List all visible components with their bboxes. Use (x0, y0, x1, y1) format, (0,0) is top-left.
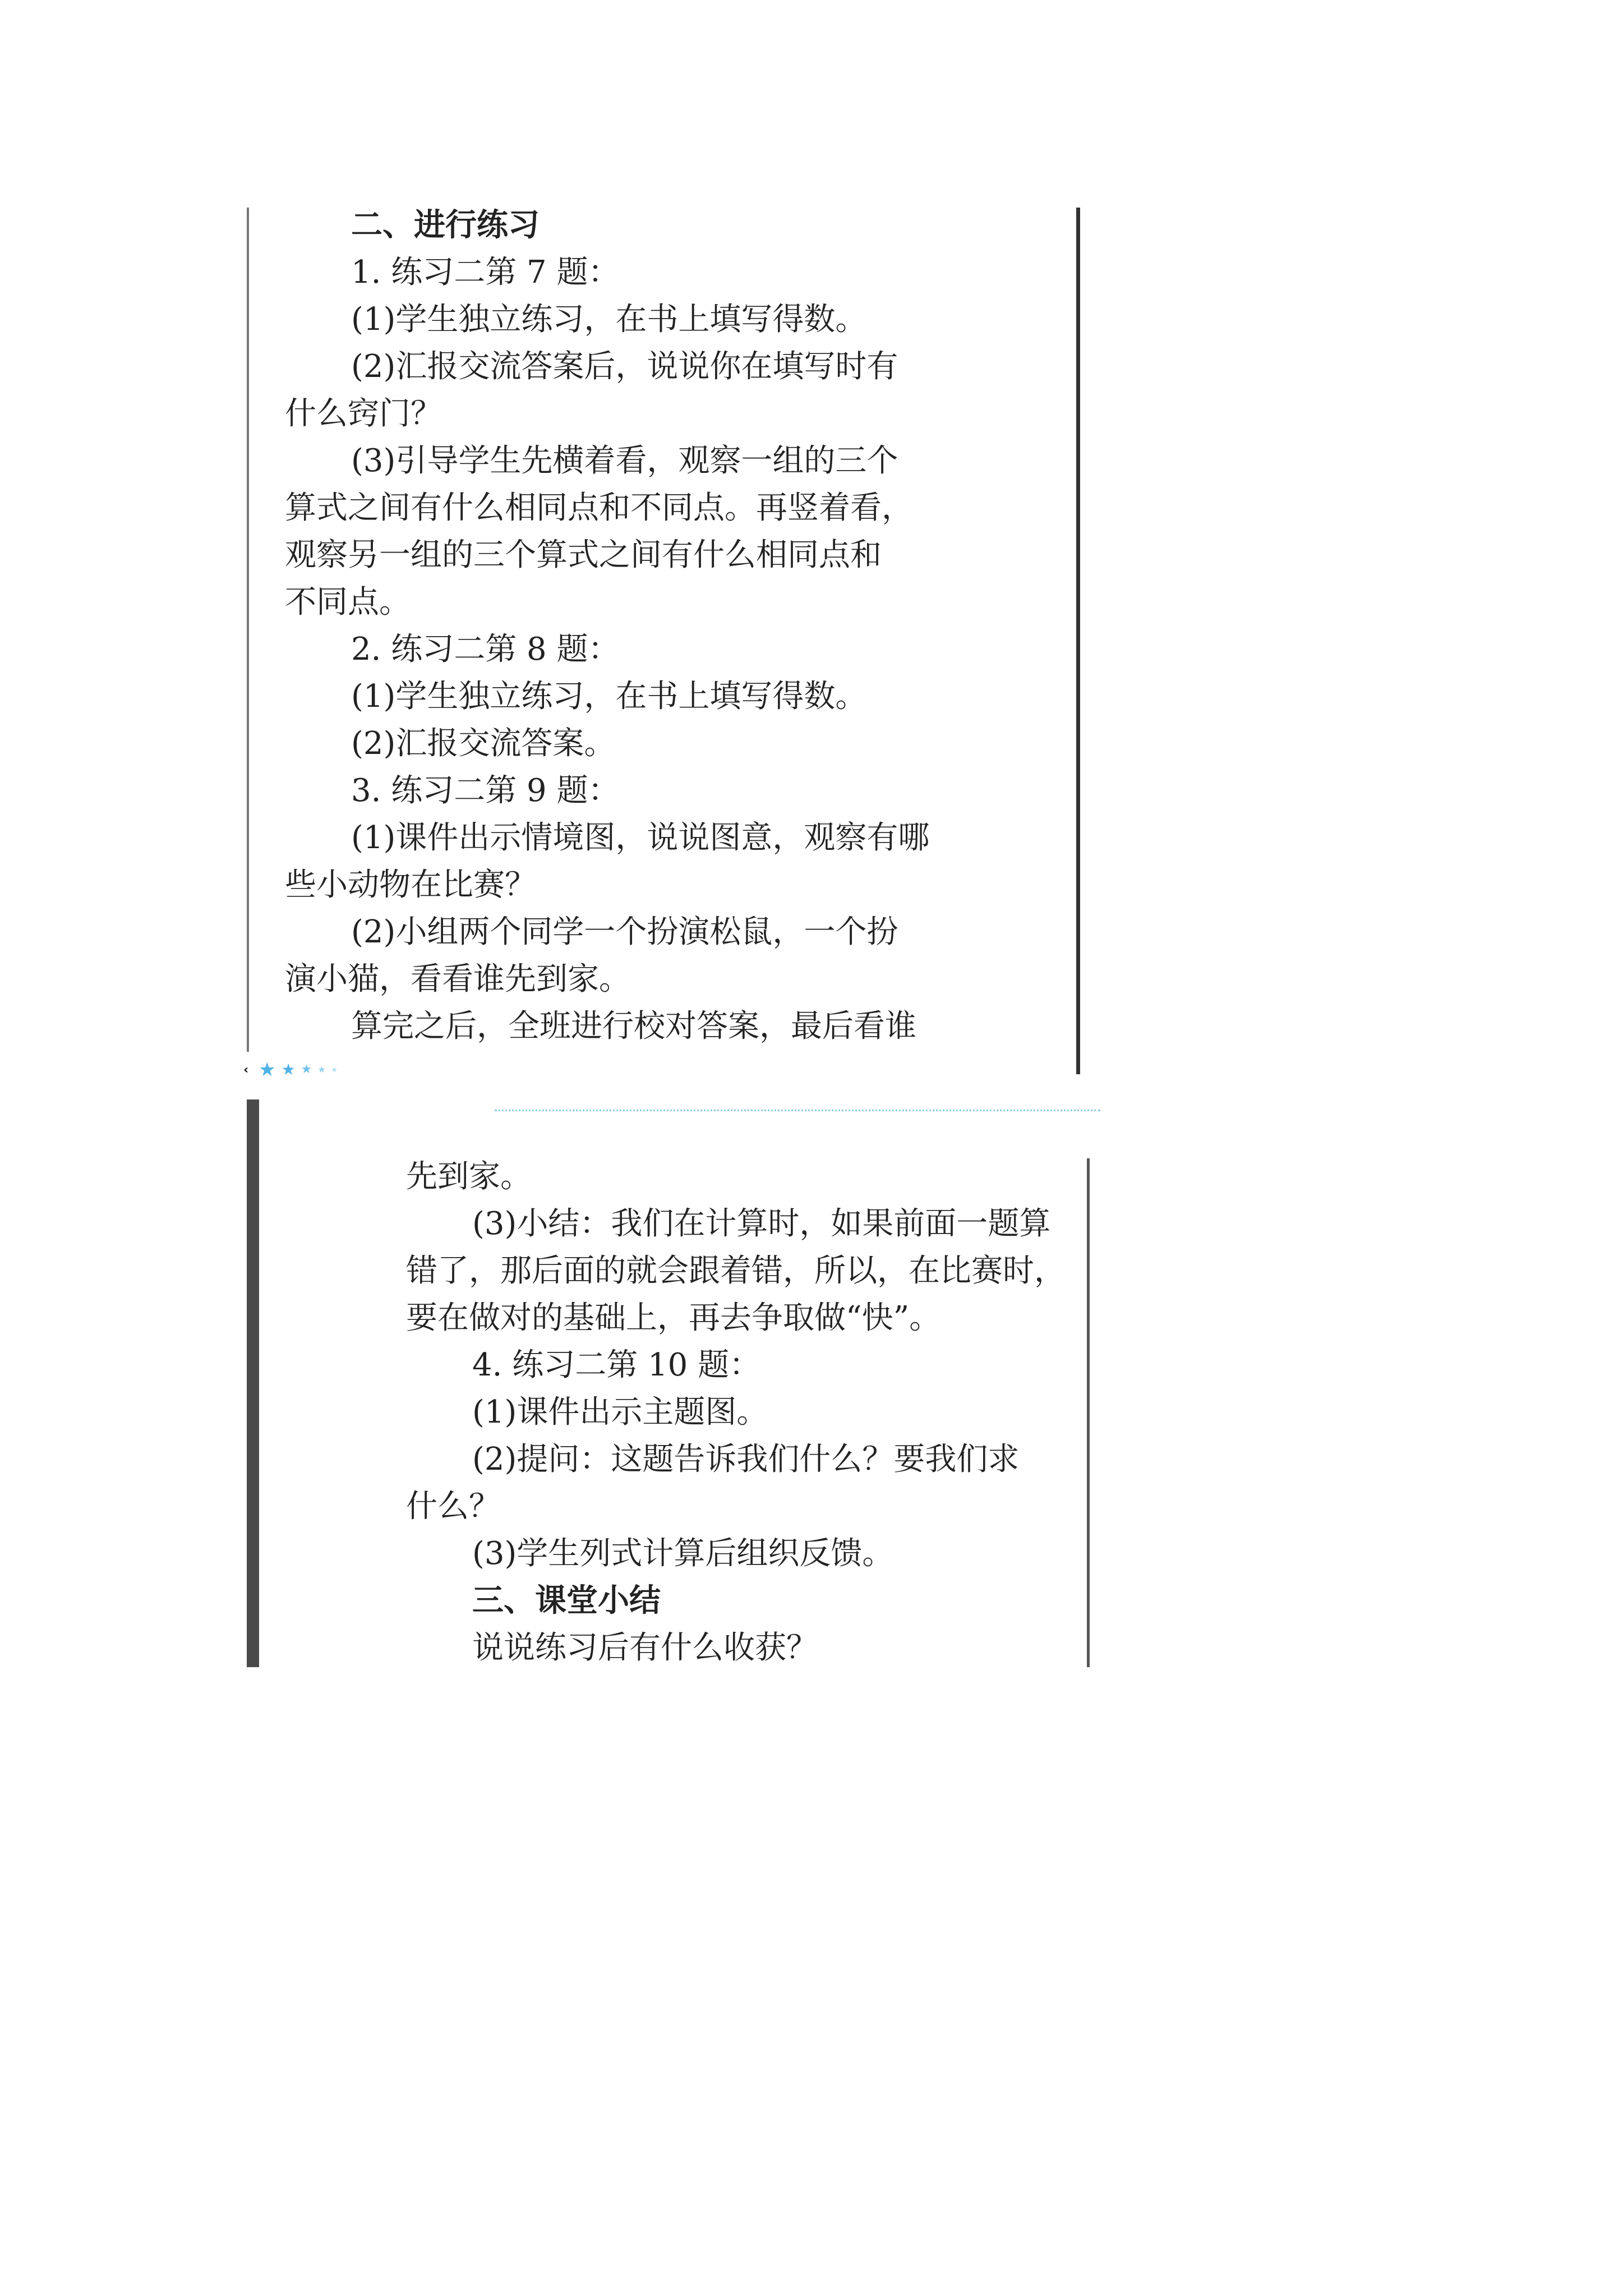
dotted-rule (495, 1110, 1100, 1111)
text-line: 先到家。 (406, 1158, 532, 1195)
section-heading-summary: 三、课堂小结 (472, 1582, 661, 1619)
right-border-line (1087, 1158, 1090, 1667)
lesson-text-part-2 (406, 1153, 1076, 1672)
right-border-line (1076, 208, 1080, 1074)
star-decoration (243, 1059, 338, 1081)
text-line: 演小猫，看看谁先到家。 (285, 961, 630, 997)
text-line: 观察另一组的三个算式之间有什么相同点和 (285, 537, 882, 573)
text-line: 算完之后，全班进行校对答案，最后看谁 (351, 1008, 916, 1045)
text-line: (1)课件出示情境图，说说图意，观察有哪 (351, 820, 930, 856)
text-line: 要在做对的基础上，再去争取做“快”。 (406, 1300, 941, 1336)
exercise-heading-8: 2. 练习二第 8 题： (351, 631, 620, 668)
text-line: (3)学生列式计算后组织反馈。 (472, 1535, 894, 1572)
text-line: (3)小结：我们在计算时，如果前面一题算 (472, 1205, 1051, 1242)
star-icon: ★ (301, 1062, 312, 1076)
text-line: (1)学生独立练习，在书上填写得数。 (351, 301, 867, 338)
text-line: (1)学生独立练习，在书上填写得数。 (351, 678, 867, 715)
star-icon: ★ (317, 1064, 326, 1075)
text-line: (2)提问：这题告诉我们什么？要我们求 (472, 1441, 1020, 1478)
text-line: 什么？ (406, 1488, 500, 1525)
page-fragment-top (242, 202, 1089, 1081)
text-line: (2)汇报交流答案。 (351, 725, 616, 762)
text-line: 些小动物在比赛？ (285, 867, 536, 903)
left-border-line (247, 208, 249, 1052)
exercise-heading-9: 3. 练习二第 9 题： (351, 772, 620, 809)
text-line: 说说练习后有什么收获？ (472, 1630, 818, 1666)
page-fragment-bottom (242, 1099, 1106, 1672)
text-line: (2)汇报交流答案后，说说你在填写时有 (351, 348, 898, 385)
section-heading-practice: 二、进行练习 (351, 207, 540, 243)
star-icon: ★ (259, 1059, 276, 1081)
lesson-text-part-1 (285, 202, 963, 1050)
text-line: 什么窍门？ (285, 395, 442, 432)
exercise-heading-10: 4. 练习二第 10 题： (472, 1347, 761, 1383)
text-line: 不同点。 (285, 584, 411, 620)
text-line: (2)小组两个同学一个扮演松鼠，一个扮 (351, 914, 898, 950)
left-thick-border (247, 1099, 259, 1667)
text-line: 错了，那后面的就会跟着错，所以，在比赛时， (406, 1253, 1066, 1289)
text-line: (3)引导学生先横着看，观察一组的三个 (351, 443, 898, 479)
text-line: (1)课件出示主题图。 (472, 1394, 768, 1430)
star-icon: ★ (331, 1066, 338, 1074)
exercise-heading-7: 1. 练习二第 7 题： (351, 254, 620, 291)
star-icon: ★ (281, 1060, 296, 1079)
text-line: 算式之间有什么相同点和不同点。再竖着看， (285, 490, 913, 526)
edge-mark: ‹ (243, 1062, 249, 1077)
